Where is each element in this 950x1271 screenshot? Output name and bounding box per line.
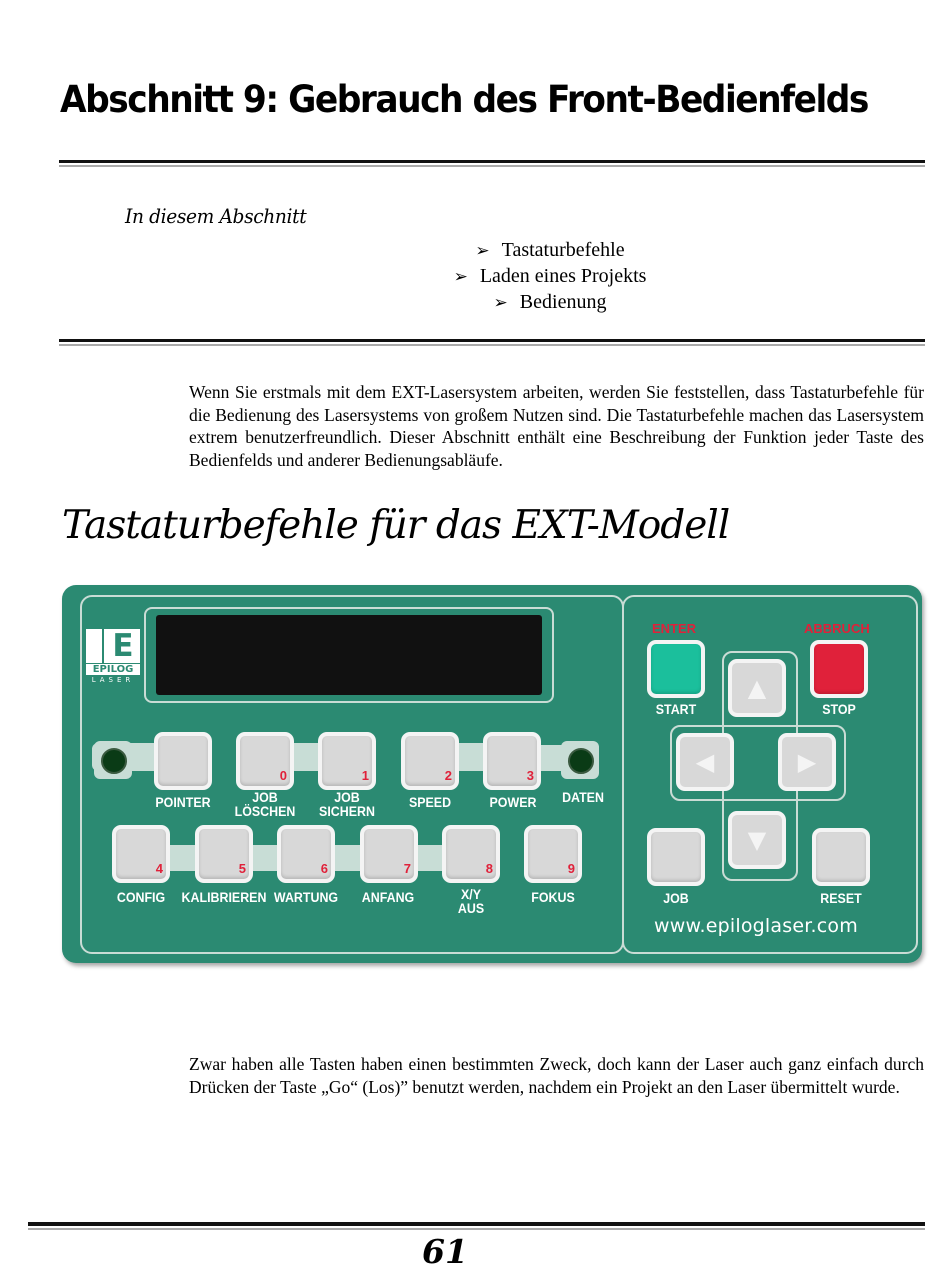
pointer-led-icon [101,748,127,774]
arrow-bullet-icon: ➢ [493,293,508,313]
key-number: 9 [567,861,575,876]
start-button[interactable] [647,640,705,698]
key-label: CONFIG [116,890,166,905]
key-label: POINTER [155,795,211,810]
key-job-sichern[interactable] [318,732,376,790]
footer-divider-shadow [28,1228,925,1230]
arrow-up-icon: ▲ [747,674,767,702]
topic-item: ➢ Tastaturbefehle [475,239,625,261]
footer-divider [28,1222,925,1226]
intro-label: In diesem Abschnitt [125,204,307,228]
key-label: SPEED [408,795,452,810]
key-kalibrieren[interactable] [195,825,253,883]
key-label: POWER [489,795,537,810]
reset-label: RESET [820,891,862,906]
key-number: 3 [526,768,534,783]
arrow-right-icon: ▶ [797,748,817,776]
logo-bar [86,629,104,663]
daten-led-icon [568,748,594,774]
arrow-up-button[interactable] [728,659,786,717]
key-xy-aus[interactable] [442,825,500,883]
arrow-down-button[interactable] [728,811,786,869]
divider-shadow [59,344,925,346]
arrow-down-icon: ▼ [747,826,767,854]
key-power[interactable] [483,732,541,790]
key-label: X/Y AUS [457,887,485,916]
start-label: START [655,702,697,717]
key-label: ANFANG [361,890,415,905]
key-number: 7 [403,861,411,876]
arrow-left-button[interactable] [676,733,734,791]
divider-shadow [59,165,925,167]
arrow-right-button[interactable] [778,733,836,791]
key-number: 5 [238,861,246,876]
reset-button[interactable] [812,828,870,886]
page-number: 61 [422,1232,468,1271]
stop-button[interactable] [810,640,868,698]
intro-paragraph: Wenn Sie erstmals mit dem EXT-Lasersystem arbeiten, werden Sie feststellen, dass Tastaturbefehle für die Bedienung des Lasersystems von großem Nutzen sind. Die Tastaturbefehle machen das Lasersystem extrem benutzerfreundlich. Dieser Abschnitt enthält eine Beschreibung der Funktion jeder Taste des Bedienfelds und anderer Bedienungsabläufe. [189,382,924,470]
key-number: 2 [444,768,452,783]
topic-list [300,238,800,316]
job-label: JOB [663,891,689,906]
stop-label: STOP [822,702,856,717]
logo-letter: E [106,629,140,663]
key-label: FOKUS [531,890,575,905]
abbruch-label: ABBRUCH [804,621,870,636]
enter-label: ENTER [652,621,697,636]
key-label: JOB LÖSCHEN [234,790,296,819]
epilog-logo [86,629,140,684]
key-config[interactable] [112,825,170,883]
key-label: JOB SICHERN [319,790,375,819]
topic-item: ➢ Laden eines Projekts [453,265,647,287]
key-number: 0 [279,768,287,783]
key-wartung[interactable] [277,825,335,883]
key-pointer[interactable] [154,732,212,790]
topic-item: ➢ Bedienung [493,291,607,313]
front-control-panel [62,585,922,963]
arrow-bullet-icon: ➢ [475,241,490,261]
arrow-left-icon: ◀ [695,748,715,776]
website-url: www.epiloglaser.com [654,915,858,937]
divider [59,160,925,163]
key-number: 6 [320,861,328,876]
section-heading: Tastaturbefehle für das EXT-Modell [62,503,730,548]
arrow-bullet-icon: ➢ [453,267,468,287]
key-fokus[interactable] [524,825,582,883]
key-label: KALIBRIEREN [181,890,267,905]
key-label: DATEN [562,790,604,805]
logo-mark [86,629,140,663]
logo-sub: LASER [91,676,135,684]
key-strip [152,845,382,871]
key-number: 4 [155,861,163,876]
key-speed[interactable] [401,732,459,790]
lcd-display [156,615,542,695]
logo-brand: EPILOG [86,664,140,675]
divider [59,339,925,342]
job-button[interactable] [647,828,705,886]
key-number: 8 [485,861,493,876]
body-paragraph: Zwar haben alle Tasten haben einen bestimmten Zweck, doch kann der Laser auch ganz einfach durch Drücken der Taste „Go“ (Los)” benutzt werden, nachdem ein Projekt an den Laser übermittelt wurde. [189,1054,924,1097]
key-job-loeschen[interactable] [236,732,294,790]
key-number: 1 [361,768,369,783]
key-anfang[interactable] [360,825,418,883]
section-title: Abschnitt 9: Gebrauch des Front-Bedienfelds [60,78,868,121]
key-label: WARTUNG [273,890,339,905]
